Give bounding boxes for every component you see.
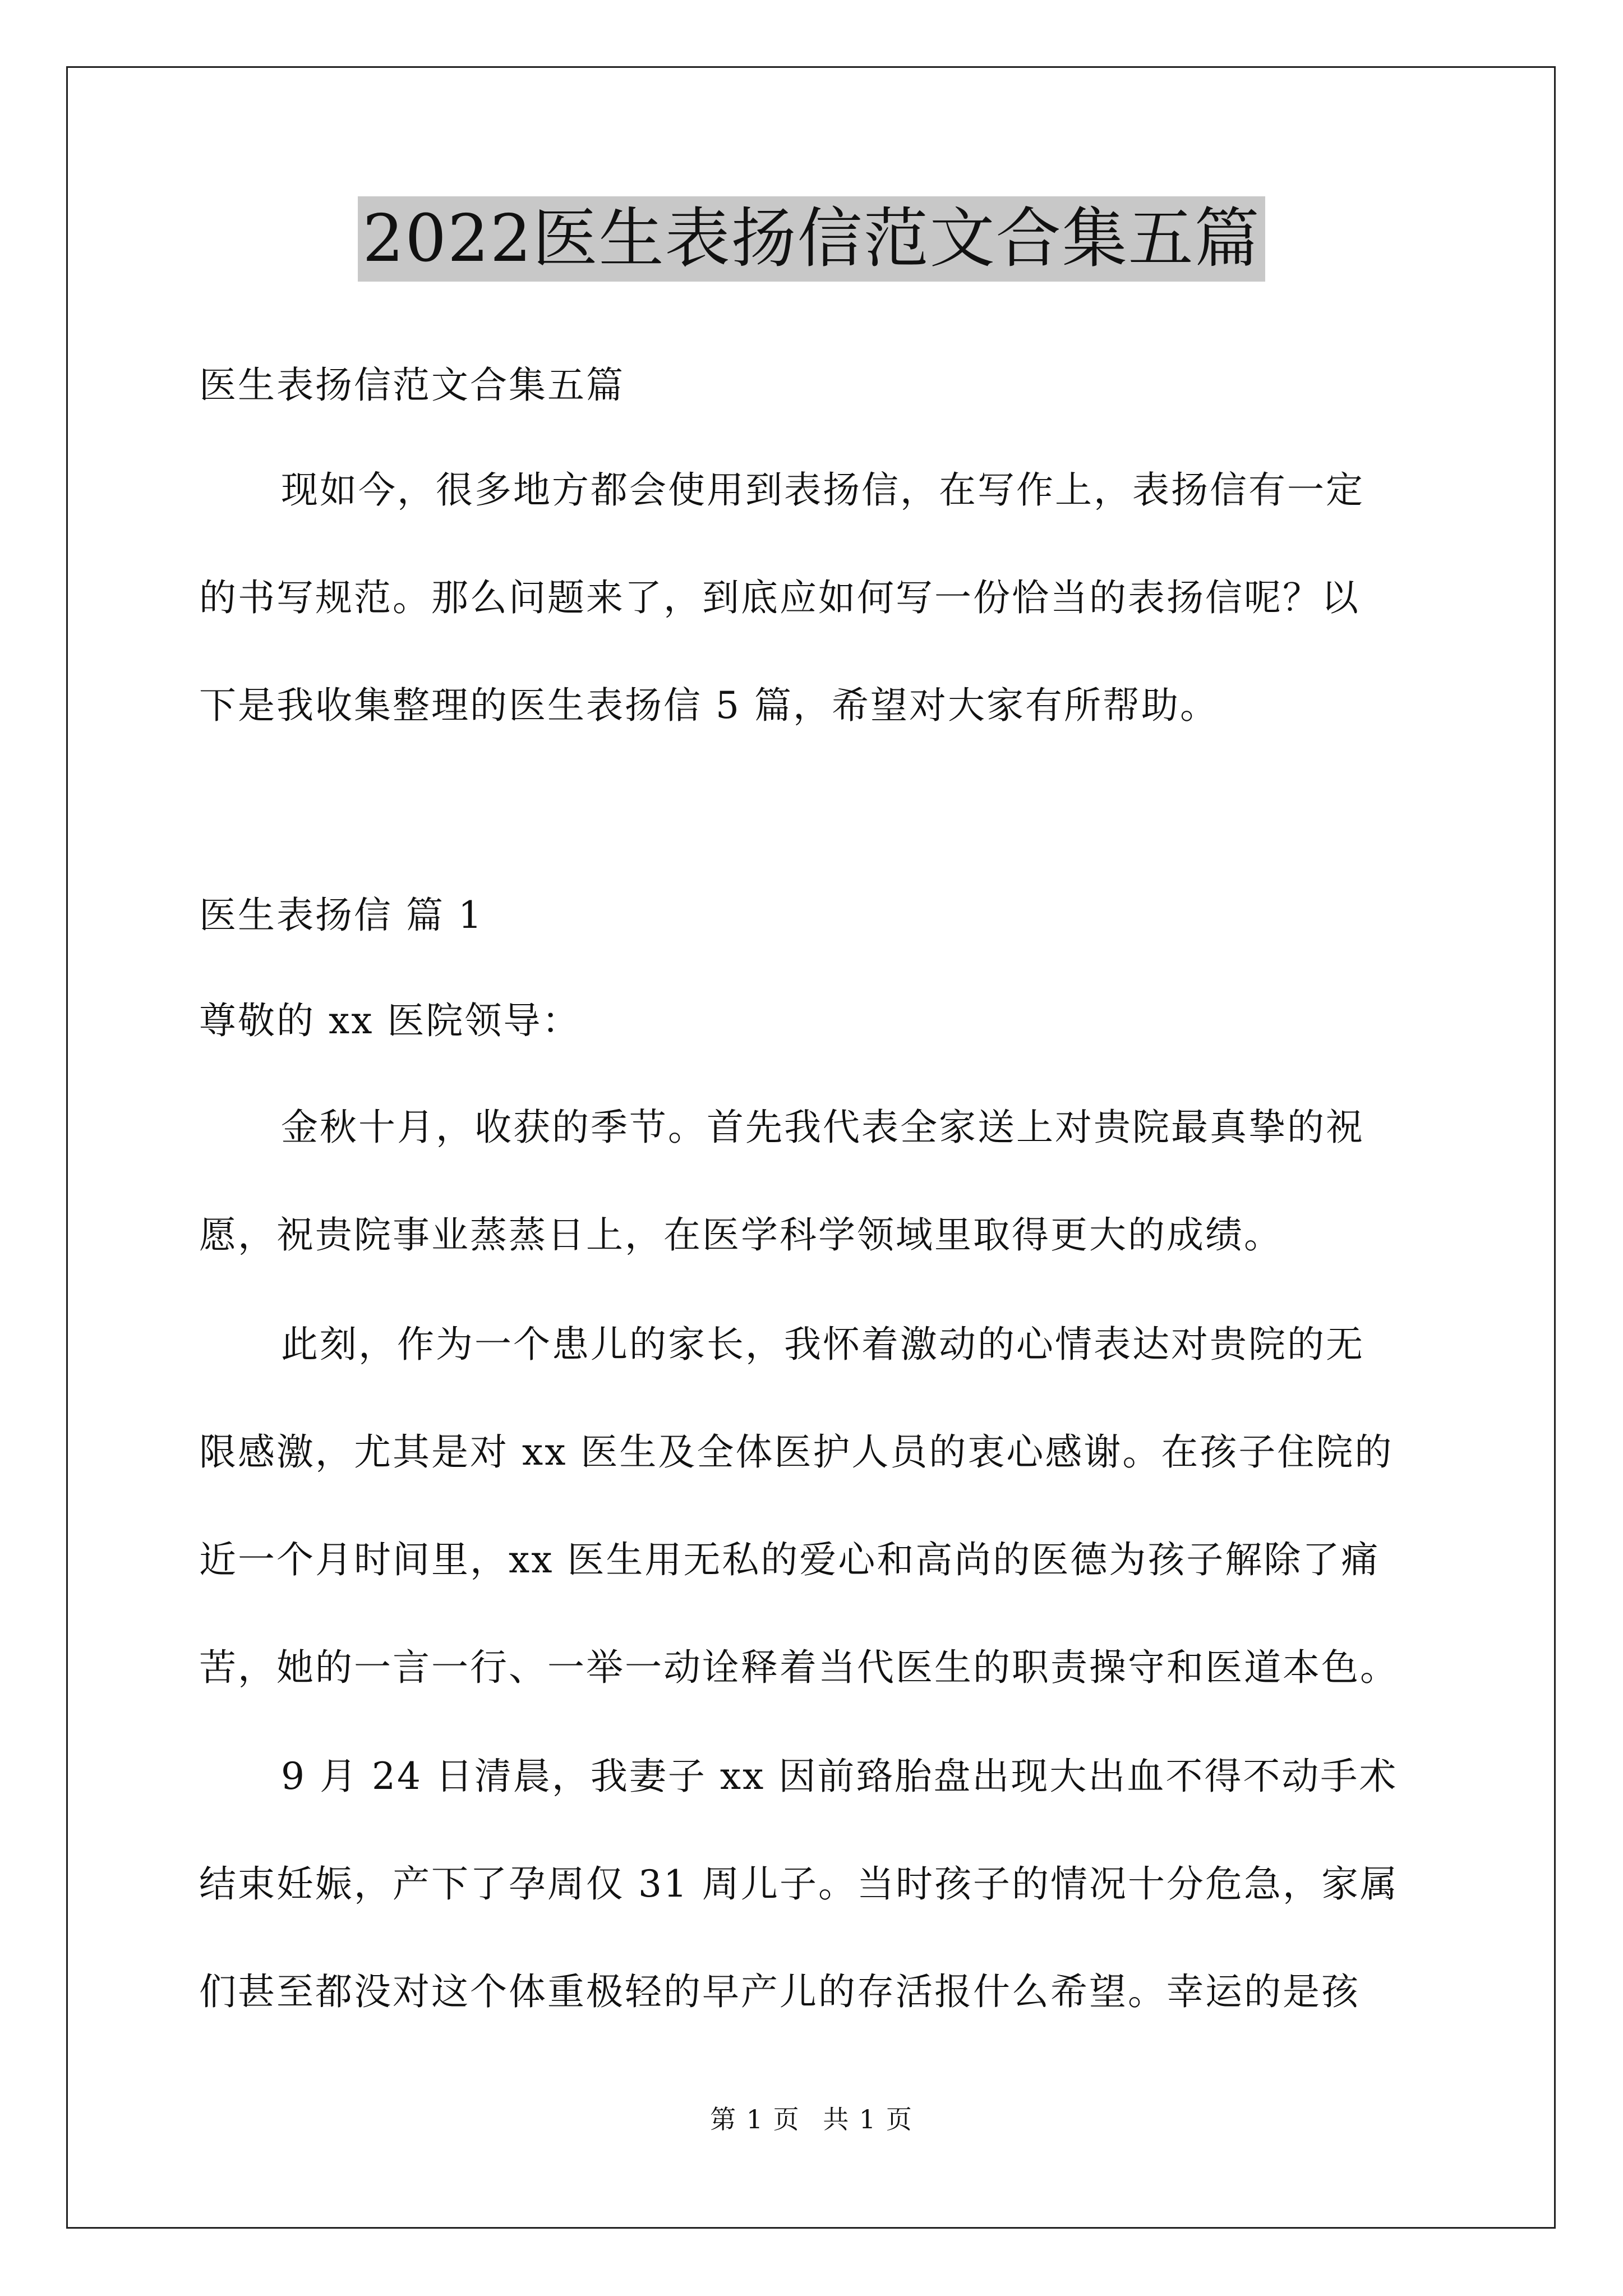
intro-line-3: 下是我收集整理的医生表扬信 5 篇，希望对大家有所帮助。 <box>199 684 1219 727</box>
paragraph2-line-1: 此刻，作为一个患儿的家长，我怀着激动的心情表达对贵院的无 <box>281 1323 1364 1366</box>
total-pages: 共 1 页 <box>823 2104 913 2134</box>
paragraph2-line-2: 限感激，尤其是对 xx 医生及全体医护人员的衷心感谢。在孩子住院的 <box>199 1430 1394 1474</box>
paragraph3-line-2: 结束妊娠，产下了孕周仅 31 周儿子。当时孩子的情况十分危急，家属 <box>199 1862 1399 1906</box>
title-container <box>0 196 1623 282</box>
paragraph1-line-1: 金秋十月，收获的季节。首先我代表全家送上对贵院最真挚的祝 <box>281 1106 1364 1149</box>
intro-line-1: 现如今，很多地方都会使用到表扬信，在写作上，表扬信有一定 <box>281 468 1364 512</box>
page-footer <box>0 2099 1623 2136</box>
paragraph3-line-1: 9 月 24 日清晨，我妻子 xx 因前臵胎盘出现大出血不得不动手术 <box>281 1755 1398 1798</box>
document-title: 2022医生表扬信范文合集五篇 <box>358 196 1265 282</box>
intro-line-2: 的书写规范。那么问题来了，到底应如何写一份恰当的表扬信呢？以 <box>199 576 1360 619</box>
salutation: 尊敬的 xx 医院领导： <box>199 999 581 1042</box>
paragraph2-line-4: 苦，她的一言一行、一举一动诠释着当代医生的职责操守和医道本色。 <box>199 1646 1399 1689</box>
page-number: 第 1 页 <box>710 2104 800 2134</box>
paragraph1-line-2: 愿，祝贵院事业蒸蒸日上，在医学科学领域里取得更大的成绩。 <box>199 1213 1283 1257</box>
paragraph3-line-3: 们甚至都没对这个体重极轻的早产儿的存活报什么希望。幸运的是孩 <box>199 1970 1360 2013</box>
document-subtitle: 医生表扬信范文合集五篇 <box>199 364 625 407</box>
paragraph2-line-3: 近一个月时间里，xx 医生用无私的爱心和高尚的医德为孩子解除了痛 <box>199 1538 1380 1581</box>
section-heading: 医生表扬信 篇 1 <box>199 894 483 937</box>
